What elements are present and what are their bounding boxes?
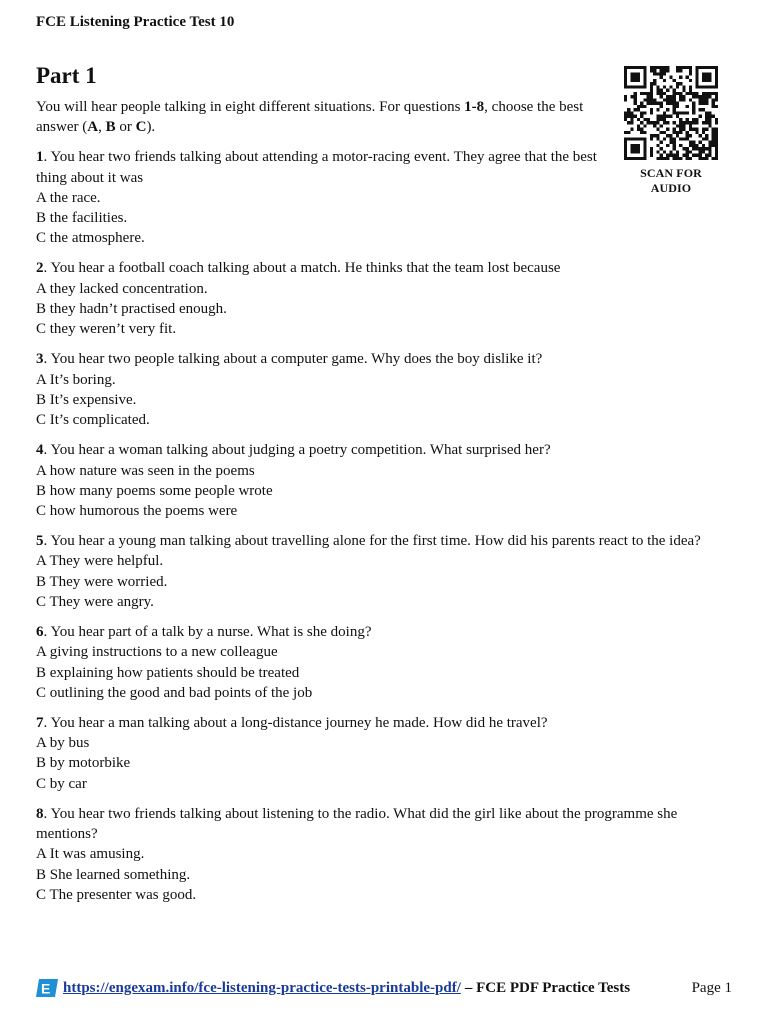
option-letter-b: B — [105, 119, 116, 136]
question-text: . You hear two people talking about a computer game. Why does the boy dislike it? — [43, 351, 543, 368]
question-item — [36, 258, 716, 339]
question-text: . You hear a woman talking about judging a poetry competition. What surprised her? — [43, 442, 551, 459]
separator: , — [98, 119, 106, 136]
answer-option: A It was amusing. — [36, 846, 145, 863]
answer-option: B they hadn’t practised enough. — [36, 301, 227, 318]
question-number: 2 — [36, 260, 44, 277]
question-range: 1-8 — [464, 99, 485, 115]
question-number: 7 — [36, 714, 44, 731]
answer-option: C It’s complicated. — [36, 412, 150, 429]
question-number: 8 — [36, 805, 44, 822]
answer-option: A giving instructions to a new colleague — [36, 644, 278, 661]
answer-option: A It’s boring. — [36, 371, 116, 388]
test-content — [36, 97, 716, 915]
question-number: 1 — [36, 149, 44, 166]
answer-option: C The presenter was good. — [36, 886, 197, 903]
instructions-text: ). — [146, 119, 156, 136]
answer-option: C the atmosphere. — [36, 230, 145, 247]
question-text: . You hear a man talking about a long-distance journey he made. How did he travel? — [43, 714, 548, 731]
instructions-text: , choose the best answer ( — [36, 99, 584, 136]
footer-link[interactable]: https://engexam.info/fce-listening-practice-tests-printable-pdf/ — [63, 979, 461, 996]
question-stem — [36, 531, 716, 551]
question-item — [36, 713, 716, 794]
answer-option: C They were angry. — [36, 593, 154, 610]
answer-option: B It’s expensive. — [36, 391, 137, 408]
document-header: FCE Listening Practice Test 10 — [36, 14, 235, 30]
answer-option: A how nature was seen in the poems — [36, 462, 255, 479]
question-stem — [36, 622, 716, 642]
question-number: 3 — [36, 351, 44, 368]
question-stem — [36, 713, 716, 733]
answer-option: B They were worried. — [36, 573, 168, 590]
footer-site-label: – FCE PDF Practice Tests — [464, 979, 631, 996]
option-letter-a: A — [87, 119, 99, 136]
answer-option: A They were helpful. — [36, 553, 164, 570]
question-text: . You hear two friends talking about listening to the radio. What did the girl like about the programme she mentions? — [36, 805, 678, 842]
answer-option: B the facilities. — [36, 210, 128, 227]
answer-option: C how humorous the poems were — [36, 503, 238, 520]
question-list — [36, 147, 716, 905]
question-stem — [36, 349, 716, 369]
question-item — [36, 804, 716, 905]
option-letter-c: C — [135, 119, 147, 136]
answer-option: C outlining the good and bad points of the job — [36, 684, 313, 701]
question-number: 4 — [36, 442, 44, 459]
answer-option: A they lacked concentration. — [36, 280, 208, 297]
answer-option: A the race. — [36, 189, 101, 206]
question-stem — [36, 440, 716, 460]
page-footer — [36, 979, 732, 997]
answer-option: C they weren’t very fit. — [36, 321, 177, 338]
question-item — [36, 622, 716, 703]
question-text: . You hear two friends talking about attending a motor-racing event. They agree that the best thing about it was — [36, 149, 597, 186]
question-stem — [36, 804, 716, 845]
answer-option: B by motorbike — [36, 755, 131, 772]
separator: or — [115, 119, 136, 136]
qr-caption: SCAN FOR AUDIO — [640, 166, 702, 195]
question-item — [36, 440, 716, 521]
question-stem — [36, 147, 611, 188]
answer-option: A by bus — [36, 735, 90, 752]
answer-option: B She learned something. — [36, 866, 191, 883]
question-number: 5 — [36, 533, 44, 550]
page-number: Page 1 — [691, 979, 732, 996]
question-item — [36, 147, 716, 248]
question-item — [36, 349, 716, 430]
question-text: . You hear part of a talk by a nurse. What is she doing? — [43, 623, 372, 640]
answer-option: C by car — [36, 775, 87, 792]
question-number: 6 — [36, 623, 44, 640]
question-text: . You hear a young man talking about travelling alone for the first time. How did his parents react to the idea? — [43, 533, 701, 550]
question-text: . You hear a football coach talking about a match. He thinks that the team lost because — [43, 260, 561, 277]
instructions-text: You will hear people talking in eight different situations. For questions — [36, 99, 465, 115]
svg-text:E: E — [41, 980, 51, 997]
question-item — [36, 531, 716, 612]
part-title: Part 1 — [36, 63, 97, 88]
answer-option: B explaining how patients should be treated — [36, 664, 300, 681]
instructions — [36, 97, 611, 138]
answer-option: B how many poems some people wrote — [36, 482, 273, 499]
engexam-logo-icon — [36, 979, 58, 997]
question-stem — [36, 258, 716, 278]
